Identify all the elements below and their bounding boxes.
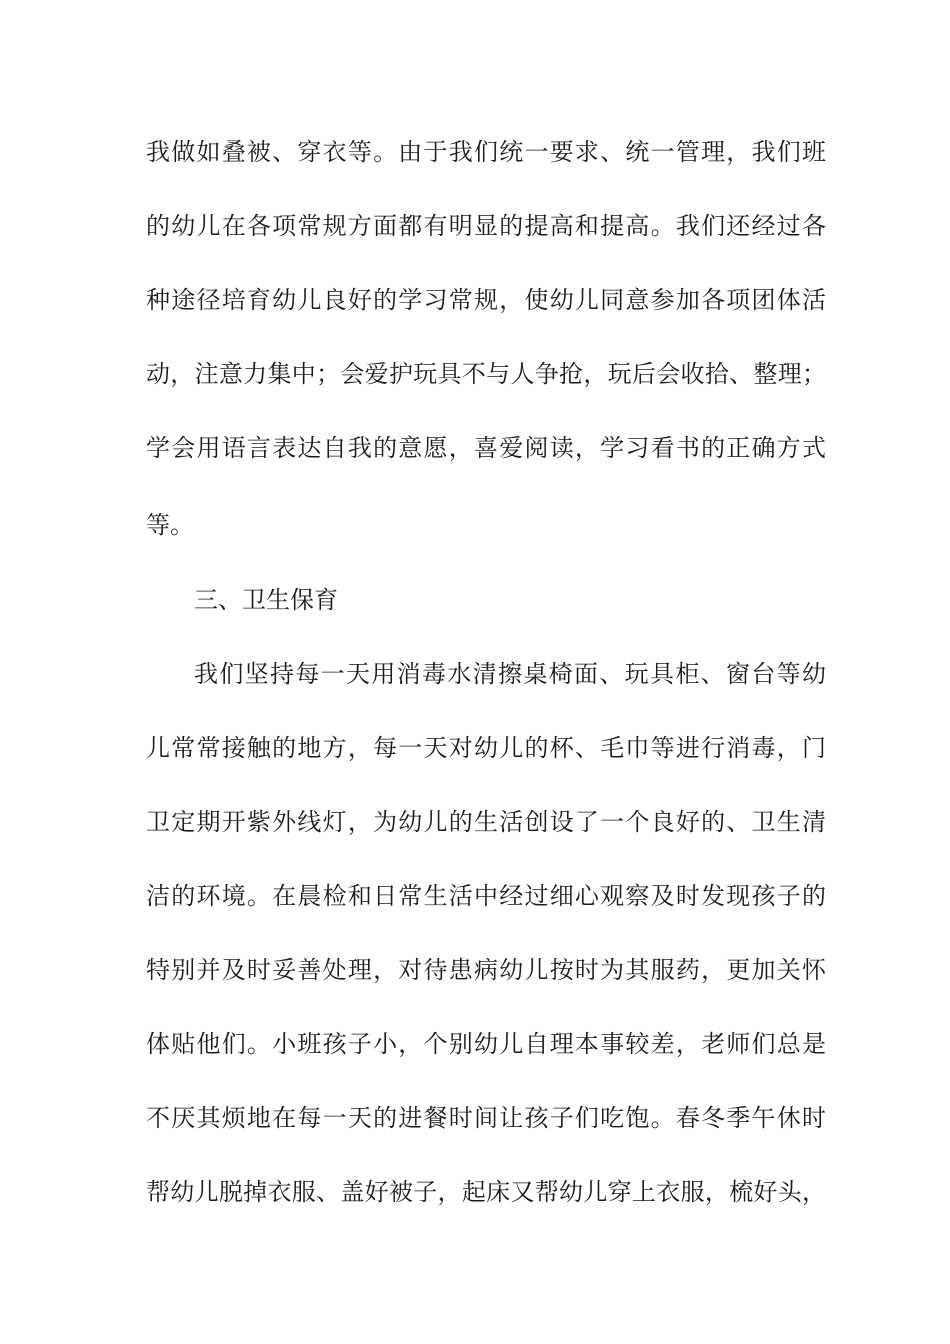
text-line: 等。 (146, 511, 194, 539)
text-line: 动，注意力集中；会爱护玩具不与人争抢，玩后会收拾、整理； (146, 360, 826, 388)
text-line: 学会用语言表达自我的意愿，喜爱阅读，学习看书的正确方式 (146, 434, 826, 462)
text-line: 洁的环境。在晨检和日常生活中经过细心观察及时发现孩子的 (146, 882, 826, 910)
text-line: 我做如叠被、穿衣等。由于我们统一要求、统一管理，我们班 (146, 138, 826, 166)
text-line: 的幼儿在各项常规方面都有明显的提高和提高。我们还经过各 (146, 212, 826, 240)
text-line: 儿常常接触的地方，每一天对幼儿的杯、毛巾等进行消毒，门 (146, 734, 826, 762)
text-line: 我们坚持每一天用消毒水清擦桌椅面、玩具柜、窗台等幼 (194, 660, 826, 688)
text-line: 种途径培育幼儿良好的学习常规，使幼儿同意参加各项团体活 (146, 286, 826, 314)
text-line: 卫定期开紫外线灯，为幼儿的生活创设了一个良好的、卫生清 (146, 808, 826, 836)
text-line: 体贴他们。小班孩子小，个别幼儿自理本事较差，老师们总是 (146, 1030, 826, 1058)
text-line: 帮幼儿脱掉衣服、盖好被子，起床又帮幼儿穿上衣服，梳好头， (146, 1178, 826, 1206)
text-line: 不厌其烦地在每一天的进餐时间让孩子们吃饱。春冬季午休时 (146, 1104, 826, 1132)
text-line: 特别并及时妥善处理，对待患病幼儿按时为其服药，更加关怀 (146, 956, 826, 984)
section-heading: 三、卫生保育 (194, 586, 338, 614)
